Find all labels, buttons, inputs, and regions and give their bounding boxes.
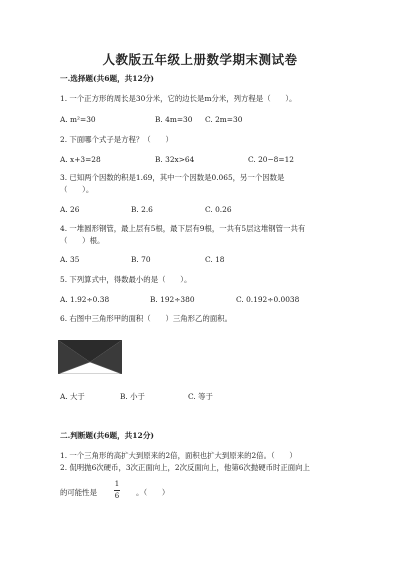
question-4-option-c: C. 18 — [205, 255, 225, 264]
question-6-option-a: A. 大于 — [60, 392, 85, 401]
triangle-figure — [58, 340, 122, 374]
question-5-stem: 5. 下列算式中，得数最小的是（ ）。 — [60, 275, 192, 284]
question-6-option-b: B. 小于 — [120, 392, 145, 401]
question-4-stem-line2: （ ）根。 — [60, 236, 105, 245]
judge-question-2-tail: 。（ ） — [136, 488, 170, 497]
question-3-stem-line1: 3. 已知两个因数的积是1.69，其中一个因数是0.065，另一个因数是 — [60, 173, 285, 182]
question-5-option-c: C. 0.192÷0.0038 — [236, 295, 300, 304]
question-1-option-a: A. m²=30 — [60, 115, 96, 124]
fraction-bar — [114, 490, 120, 491]
judge-question-2-line1: 2. 侃明抛6次硬币，3次正面向上，2次反面向上，他第6次抛硬币时正面向上 — [60, 463, 310, 472]
question-6-stem: 6. 右图中三角形甲的面积（ ）三角形乙的面积。 — [60, 314, 232, 323]
fraction-numerator: 1 — [114, 480, 120, 488]
fraction-denominator: 6 — [114, 492, 120, 500]
judge-question-2-line2: 的可能性是 — [60, 488, 97, 497]
question-2-stem: 2. 下面哪个式子是方程？（ ） — [60, 135, 173, 144]
question-2-option-c: C. 20−8=12 — [248, 155, 294, 164]
question-2-option-a: A. x+3=28 — [60, 155, 101, 164]
question-1-option-c: C. 2m=30 — [205, 115, 243, 124]
judge-question-1: 1. 一个三角形的高扩大到原来的2倍，面积也扩大到原来的2倍。（ ） — [60, 451, 297, 460]
question-1-option-b: B. 4m=30 — [155, 115, 193, 124]
question-2-option-b: B. 32x>64 — [155, 155, 195, 164]
page-title: 人教版五年级上册数学期末测试卷 — [102, 52, 298, 67]
question-3-stem-line2: （ ）。 — [60, 185, 94, 194]
question-4-option-a: A. 35 — [60, 255, 80, 264]
question-5-option-b: B. 192÷380 — [150, 295, 195, 304]
question-3-option-c: C. 0.26 — [205, 205, 232, 214]
question-6-option-c: C. 等于 — [188, 392, 213, 401]
question-5-option-a: A. 1.92÷0.38 — [60, 295, 110, 304]
question-4-stem-line1: 4. 一堆圆形钢管，最上层有5根，最下层有9根，一共有5层这堆钢管一共有 — [60, 224, 306, 233]
question-3-option-b: B. 2.6 — [131, 205, 153, 214]
question-3-option-a: A. 26 — [60, 205, 80, 214]
question-1-stem: 1. 一个正方形的周长是30分米，它的边长是m分米，列方程是（ ）。 — [60, 94, 297, 103]
section-heading-judge: 二.判断题(共6题，共12分) — [60, 431, 155, 440]
question-4-option-b: B. 70 — [131, 255, 151, 264]
section-heading-choice: 一.选择题(共6题，共12分) — [60, 74, 155, 83]
